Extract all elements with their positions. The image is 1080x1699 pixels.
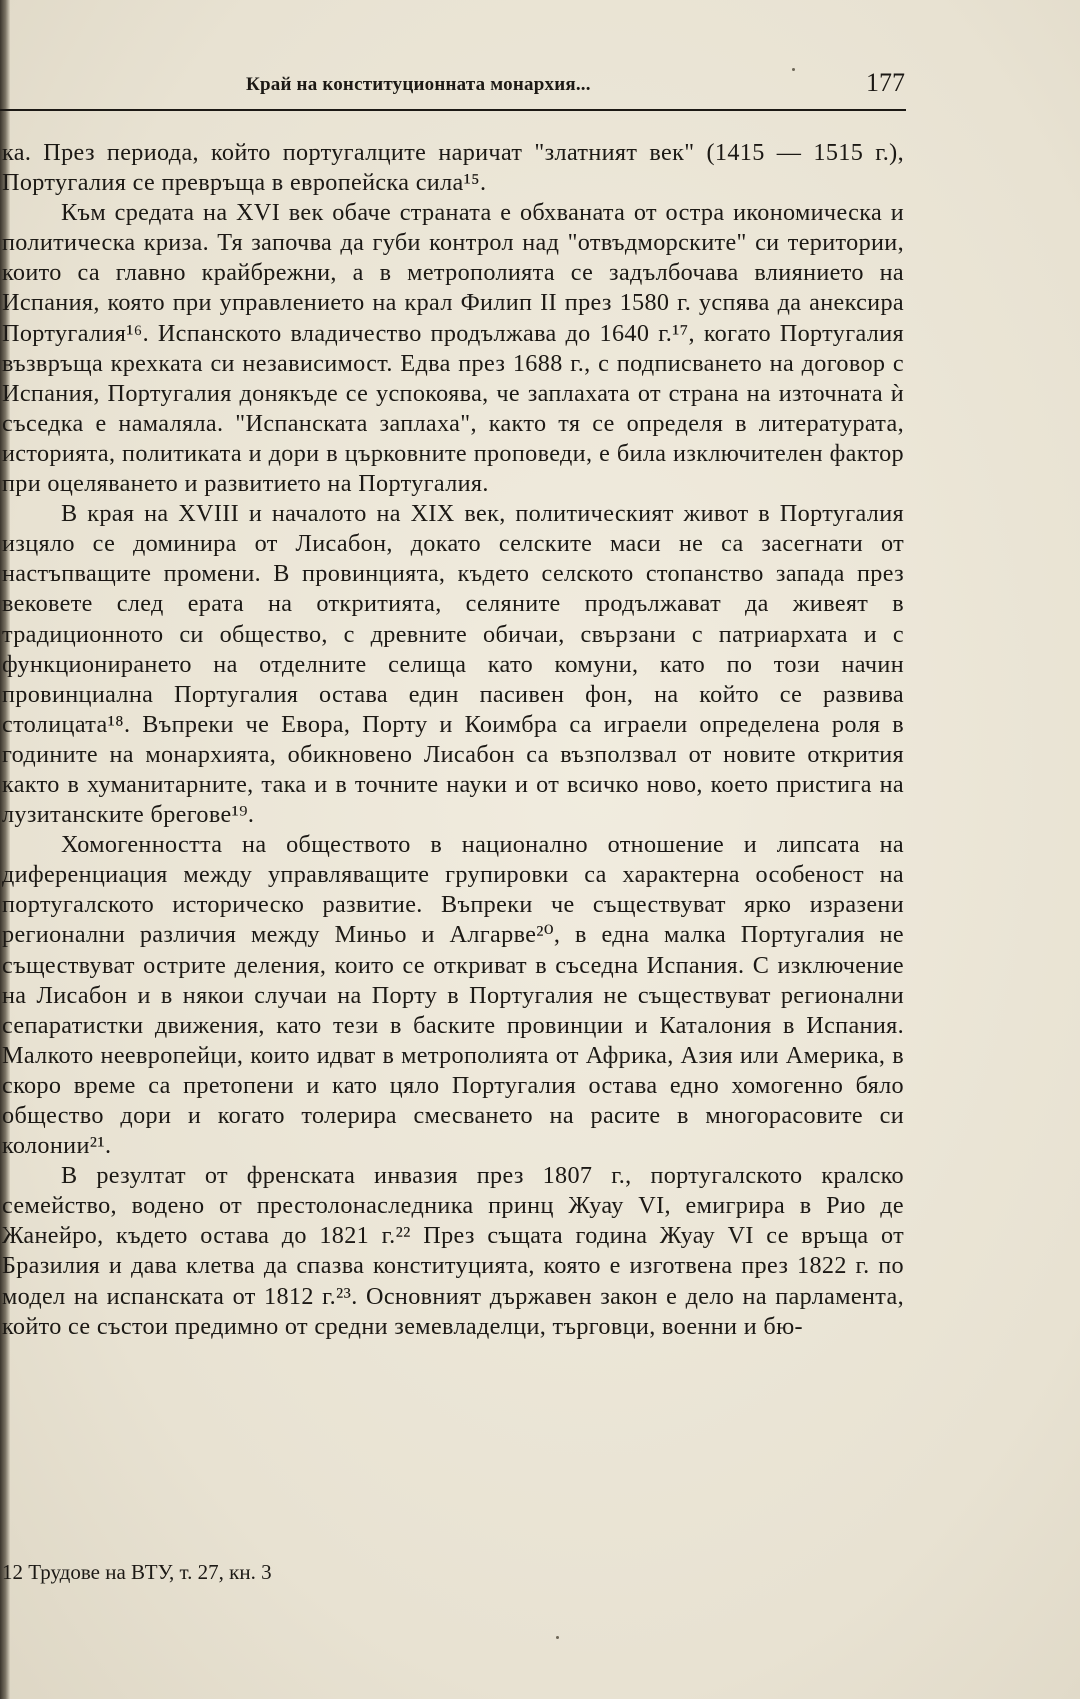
- paragraph: Към средата на XVI век обаче страната е обхваната от остра икономическа и политическа криза. Тя започва да губи контрол над "отвъдморските" си територии, които са главно крайбрежни, а в метрополията се задълбочава влиянието на Испания, която при управлението на крал Филип II през 1580 г. успява да анексира Португалия¹⁶. Испанското владичество продължава до 1640 г.¹⁷, когато Португалия възвръща крехката си независимост. Едва през 1688 г., с подписването на договор с Испания, Португалия донякъде се успокоява, че заплахата от страна на източната ѝ съседка е намаляла. "Испанската заплаха", както тя се определя в литературата, историята, политиката и дори в църковните проповеди, е била изключителен фактор при оцеляването и развитието на Португалия.: [2, 199, 904, 498]
- page-number: 177: [866, 68, 905, 97]
- paper-speck: [556, 1636, 559, 1639]
- signature-footer: 12 Трудове на ВТУ, т. 27, кн. 3: [2, 1560, 272, 1584]
- paragraph: В резултат от френската инвазия през 1807 г., португалското кралско семейство, водено от престолонаследника принц Жуау VI, емигрира в Рио де Жанейро, където остава до 1821 г.²² През същата година Жуау VI се връща от Бразилия и дава клетва да спазва конституцията, която е изготвена през 1822 г. по модел на испанската от 1812 г.²³. Основният държавен закон е дело на парламента, който се състои предимно от средни земевладелци, търговци, военни и бю-: [2, 1162, 904, 1340]
- paragraph: Хомогенността на обществото в национално отношение и липсата на диференциация между управляващите групировки са характерна особеност на португалското историческо развитие. Въпреки че съществуват ярко изразени регионални различия между Миньо и Алгарве²⁰, в една малка Португалия не съществуват острите деления, които се откриват в съседна Испания. С изключение на Лисабон и в някои случаи на Порту в Португалия не съществуват регионални сепаратистки движения, като тези в баските провинции и Каталония в Испания. Малкото неевропейци, които идват в метрополията от Африка, Азия или Америка, в скоро време са претопени и като цяло Португалия остава едно хомогенно бяло общество дори и когато толерира смесването на расите в многорасовите си колонии²¹.: [2, 831, 904, 1160]
- running-head-title: Край на конституционната монархия...: [246, 74, 591, 95]
- body-text: [2, 138, 904, 1342]
- paper-speck: [792, 68, 795, 71]
- paragraph: ка. През периода, който португалците наричат "златният век" (1415 — 1515 г.), Португалия се превръща в европейска сила¹⁵.: [2, 139, 904, 197]
- paragraph: В края на XVIII и началото на XIX век, политическият живот в Португалия изцяло се доминира от Лисабон, докато селските маси не са засегнати от настъпващите промени. В провинцията, където селското стопанство запада през вековете след ерата на откритията, селяните продължават да живеят в традиционното си общество, с древните обичаи, свързани с патриархата и с функционирането на отделните селища като комуни, като по този начин провинциална Португалия остава един пасивен фон, на който се развива столицата¹⁸. Въпреки че Евора, Порту и Коимбра са играели определена роля в годините на монархията, обикновено Лисабон са възползвал от новите открития както в хуманитарните, така и в точните науки и от всичко ново, което пристига на лузитанските брегове¹⁹.: [2, 500, 904, 829]
- header-rule: [0, 109, 906, 111]
- running-head: [0, 64, 905, 108]
